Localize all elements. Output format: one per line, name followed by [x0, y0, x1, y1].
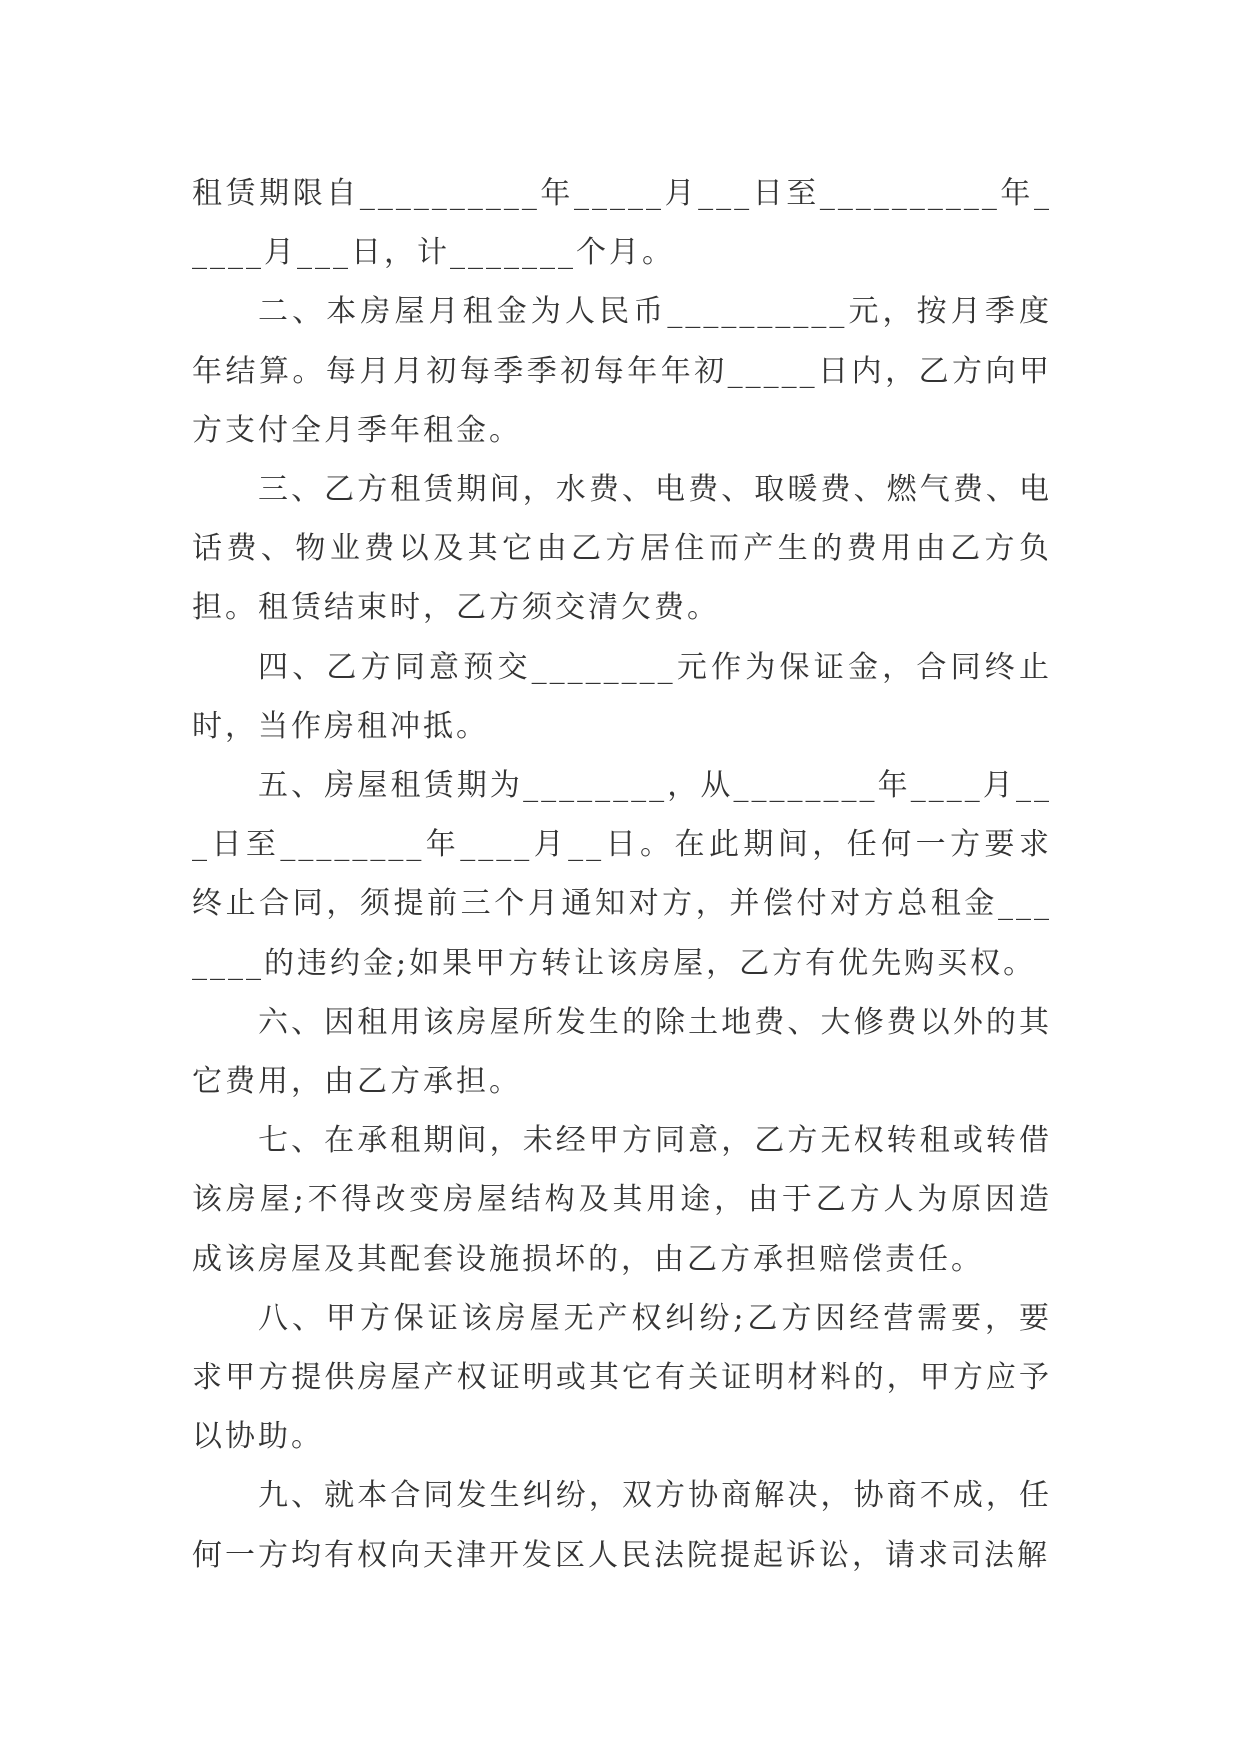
paragraph-lease-term: 租赁期限自__________年_____月___日至__________年_____月___日，计_______个月。	[192, 176, 1052, 271]
paragraph-clause-9-disputes: 九、就本合同发生纠纷，双方协商解决，协商不成，任何一方均有权向天津开发区人民法院提起诉讼，请求司法解	[192, 1478, 1052, 1573]
paragraph-clause-3-fees: 三、乙方租赁期间，水费、电费、取暖费、燃气费、电话费、物业费以及其它由乙方居住而产生的费用由乙方负担。租赁结束时，乙方须交清欠费。	[192, 472, 1052, 626]
paragraph-clause-5-term: 五、房屋租赁期为________，从________年____月___日至________年____月__日。在此期间，任何一方要求终止合同，须提前三个月通知对方，并偿付对方总租金_______的违约金;如果甲方转让该房屋，乙方有优先购买权。	[192, 768, 1052, 981]
paragraph-clause-4-deposit: 四、乙方同意预交________元作为保证金，合同终止时，当作房租冲抵。	[192, 649, 1052, 744]
paragraph-clause-2-rent: 二、本房屋月租金为人民币__________元，按月季度年结算。每月月初每季季初每年年初_____日内，乙方向甲方支付全月季年租金。	[192, 294, 1052, 448]
document-body	[192, 164, 1052, 1585]
paragraph-clause-7-sublet: 七、在承租期间，未经甲方同意，乙方无权转租或转借该房屋;不得改变房屋结构及其用途，由于乙方人为原因造成该房屋及其配套设施损坏的，由乙方承担赔偿责任。	[192, 1123, 1052, 1277]
paragraph-clause-6-costs: 六、因租用该房屋所发生的除土地费、大修费以外的其它费用，由乙方承担。	[192, 1004, 1052, 1100]
paragraph-clause-8-ownership: 八、甲方保证该房屋无产权纠纷;乙方因经营需要，要求甲方提供房屋产权证明或其它有关证明材料的，甲方应予以协助。	[192, 1300, 1052, 1455]
